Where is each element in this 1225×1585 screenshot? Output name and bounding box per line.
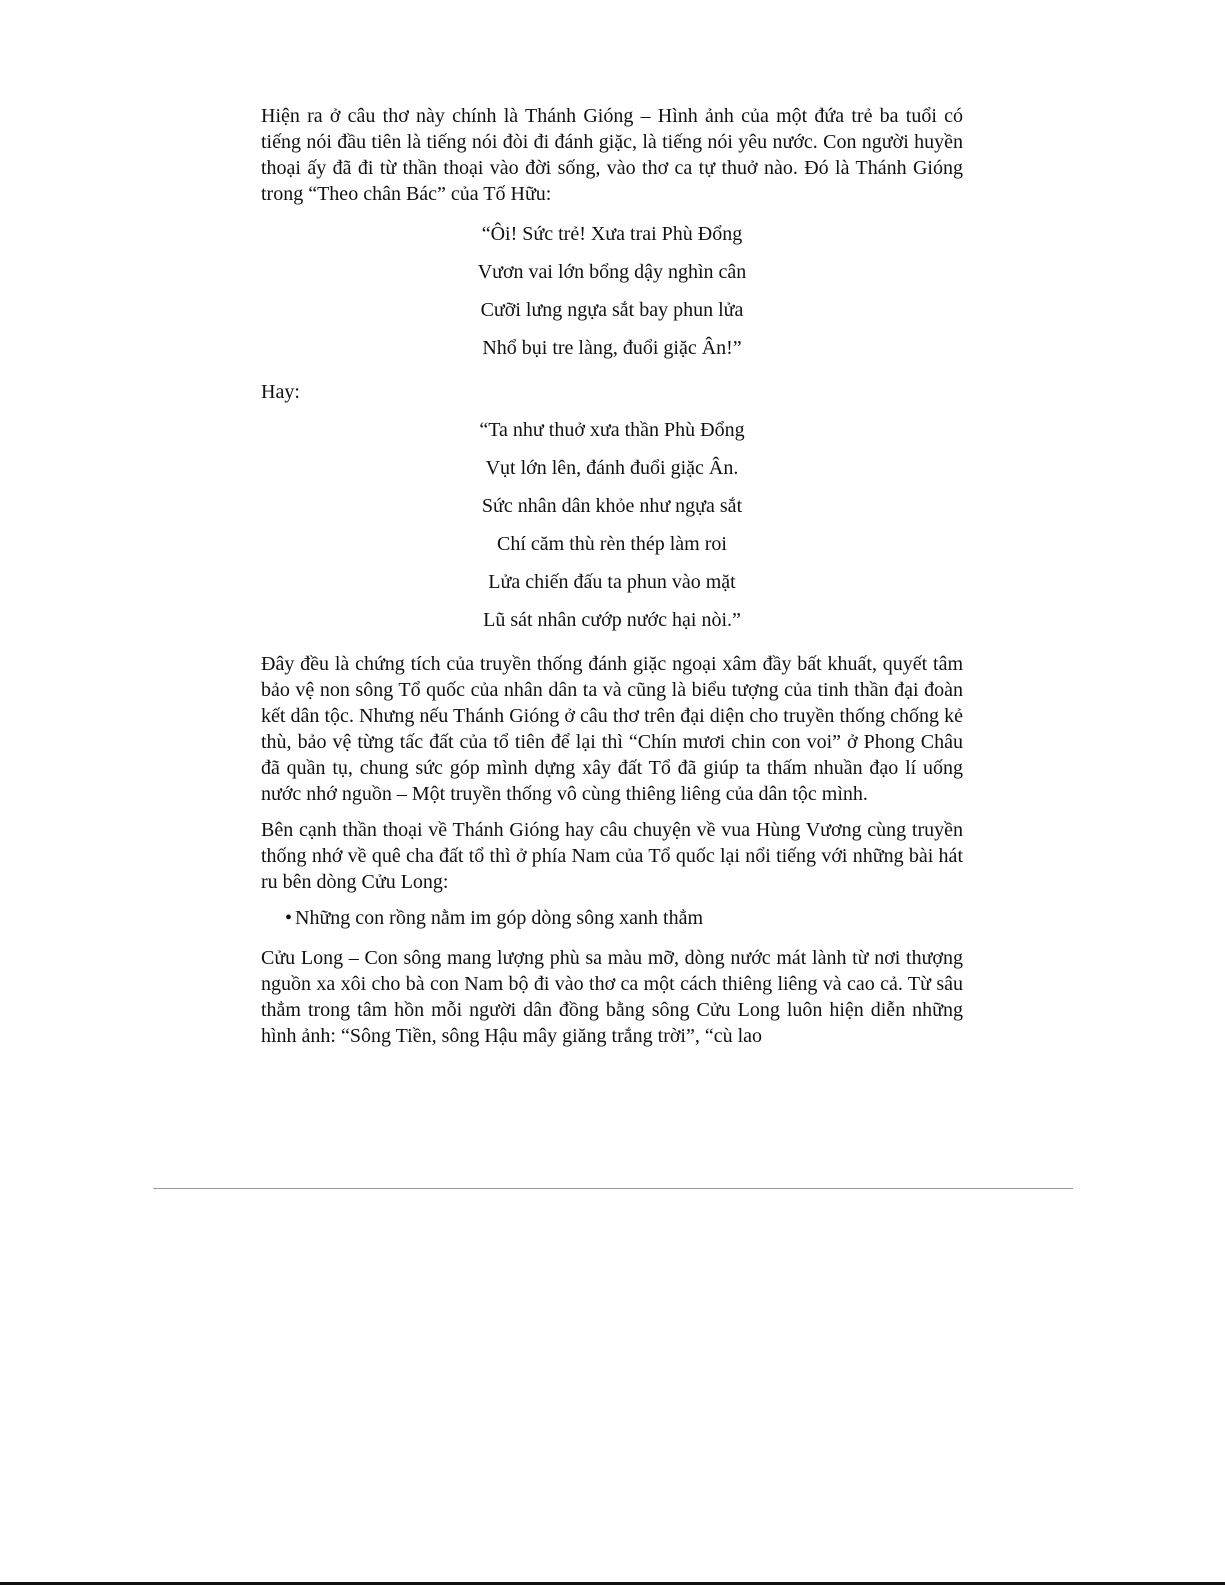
label-hay: Hay: xyxy=(261,381,300,403)
poem-line: “Ôi! Sức trẻ! Xưa trai Phù Đổng xyxy=(481,223,743,245)
bullet-text: Những con rồng nằm im góp dòng sông xanh thẳm xyxy=(295,907,704,929)
bullet-icon: • xyxy=(285,907,293,929)
page-divider xyxy=(153,1188,1073,1189)
poem-line: Nhổ bụi tre làng, đuổi giặc Ân!” xyxy=(482,337,742,359)
poem-phu-dong xyxy=(261,413,963,641)
bullet-item xyxy=(285,905,963,931)
paragraph-cuu-long: Cửu Long – Con sông mang lượng phù sa màu mỡ, dòng nước mát lành từ nơi thượng nguồn xa xôi cho bà con Nam bộ đi vào thơ ca một cách thiêng liêng và cao cả. Từ sâu thẳm trong tâm hồn mỗi người dân đồng bằng sông Cửu Long luôn hiện diễn những hình ảnh: “Sông Tiền, sông Hậu mây giăng trắng trời”, “cù lao xyxy=(261,947,963,1047)
paragraph-intro: Hiện ra ở câu thơ này chính là Thánh Gióng – Hình ảnh của một đứa trẻ ba tuổi có tiếng nói đầu tiên là tiếng nói đòi đi đánh giặc, là tiếng nói yêu nước. Con người huyền thoại ấy đã đi từ thần thoại vào đời sống, vào thơ ca tự thuở nào. Đó là Thánh Gióng trong “Theo chân Bác” của Tố Hữu: xyxy=(261,105,963,205)
poem-line: Lũ sát nhân cướp nước hại nòi.” xyxy=(483,609,741,631)
paragraph-tradition: Đây đều là chứng tích của truyền thống đánh giặc ngoại xâm đầy bất khuất, quyết tâm bảo vệ non sông Tổ quốc của nhân dân ta và cũng là biểu tượng của tinh thần đại đoàn kết dân tộc. Nhưng nếu Thánh Gióng ở câu thơ trên đại diện cho truyền thống chống kẻ thù, bảo vệ từng tấc đất của tổ tiên để lại thì “Chín mươi chin con voi” ở Phong Châu đã quần tụ, chung sức góp mình dựng xây đất Tổ đã giúp ta thấm nhuần đạo lí uống nước nhớ nguồn – Một truyền thống vô cùng thiêng liêng của dân tộc mình. xyxy=(261,653,963,805)
poem-line: Cưỡi lưng ngựa sắt bay phun lửa xyxy=(480,299,744,321)
poem-line: Lửa chiến đấu ta phun vào mặt xyxy=(488,571,736,593)
poem-line: Vươn vai lớn bổng dậy nghìn cân xyxy=(477,261,747,283)
poem-line: Sức nhân dân khỏe như ngựa sắt xyxy=(481,495,743,517)
poem-line: Chí căm thù rèn thép làm roi xyxy=(497,533,727,555)
paragraph-cuu-long-intro: Bên cạnh thần thoại về Thánh Gióng hay câu chuyện về vua Hùng Vương cùng truyền thống nhớ về quê cha đất tổ thì ở phía Nam của Tổ quốc lại nổi tiếng với những bài hát ru bên dòng Cửu Long: xyxy=(261,819,963,893)
poem-theo-chan-bac xyxy=(261,217,963,369)
document-body xyxy=(261,103,963,1059)
poem-line: Vụt lớn lên, đánh đuổi giặc Ân. xyxy=(485,457,739,479)
poem-line: “Ta như thuở xưa thần Phù Đổng xyxy=(479,419,745,441)
